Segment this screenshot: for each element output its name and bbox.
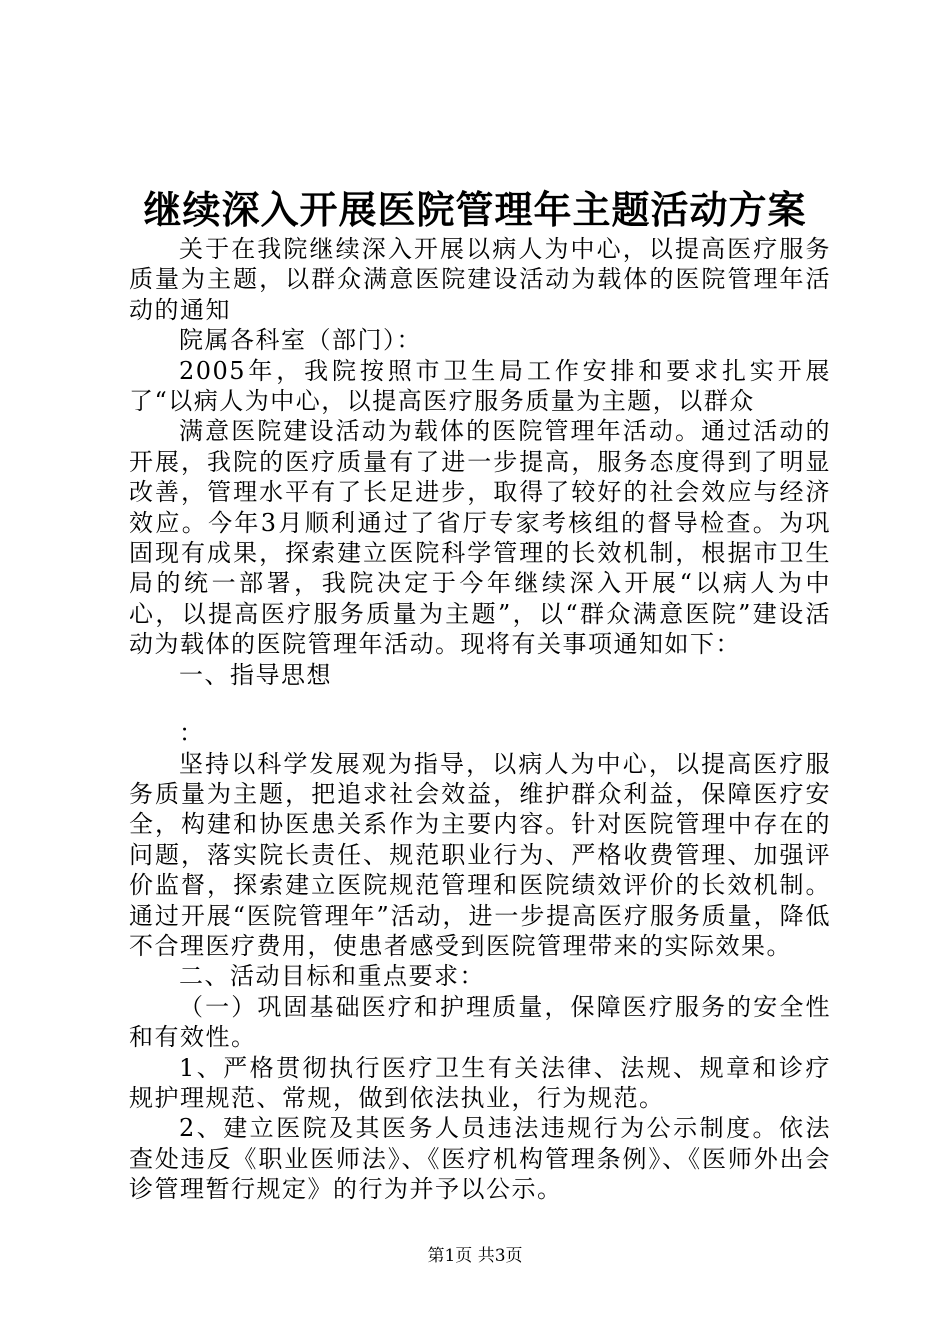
section-heading-activity-goals: 二、活动目标和重点要求：	[179, 962, 485, 991]
paragraph-guiding-ideology: 坚持以科学发展观为指导，以病人为中心，以提高医疗服务质量为主题，把追求社会效益，维护群众利益，保障医疗安全，构建和协医患关系作为主要内容。针对医院管理中存在的问题，落实院长责任、规范职业行为、严格收费管理、加强评价监督，探索建立医院规范管理和医院绩效评价的长效机制。通过开展“医院管理年”活动，进一步提高医疗服务质量，降低不合理医疗费用，使患者感受到医院管理带来的实际效果。	[129, 749, 831, 960]
paragraph-colon: ：	[179, 719, 205, 748]
document-title: 继续深入开展医院管理年主题活动方案	[143, 187, 807, 232]
paragraph-intro-continued: 满意医院建设活动为载体的医院管理年活动。通过活动的开展，我院的医疗质量有了进一步提高，服务态度得到了明显改善，管理水平有了长足进步，取得了较好的社会效应与经济效应。今年3月顺利通过了省厅专家考核组的督导检查。为巩固现有成果，探索建立医院科学管理的长效机制，根据市卫生局的统一部署，我院决定于今年继续深入开展“以病人为中心，以提高医疗服务质量为主题”，以“群众满意医院”建设活动为载体的医院管理年活动。现将有关事项通知如下：	[129, 417, 831, 659]
paragraph-notice-heading: 关于在我院继续深入开展以病人为中心，以提高医疗服务质量为主题，以群众满意医院建设活动为载体的医院管理年活动的通知	[129, 235, 831, 324]
document-body	[129, 234, 831, 1205]
paragraph-salutation: 院属各科室（部门）：	[179, 326, 422, 355]
list-item-1: 1、严格贯彻执行医疗卫生有关法律、法规、规章和诊疗规护理规范、常规，做到依法执业，行为规范。	[129, 1053, 831, 1112]
section-heading-guiding-ideology: 一、指导思想	[179, 660, 332, 689]
page-footer: 第1页 共3页	[427, 1246, 523, 1266]
paragraph-intro-2005: 2005年，我院按照市卫生局工作安排和要求扎实开展了“以病人为中心，以提高医疗服务质量为主题，以群众	[129, 356, 831, 416]
list-item-2: 2、建立医院及其医务人员违法违规行为公示制度。依法查处违反《职业医师法》、《医疗机构管理条例》、《医师外出会诊管理暂行规定》的行为并予以公示。	[129, 1114, 831, 1204]
subsection-heading-1: （一）巩固基础医疗和护理质量，保障医疗服务的安全性和有效性。	[129, 992, 831, 1052]
